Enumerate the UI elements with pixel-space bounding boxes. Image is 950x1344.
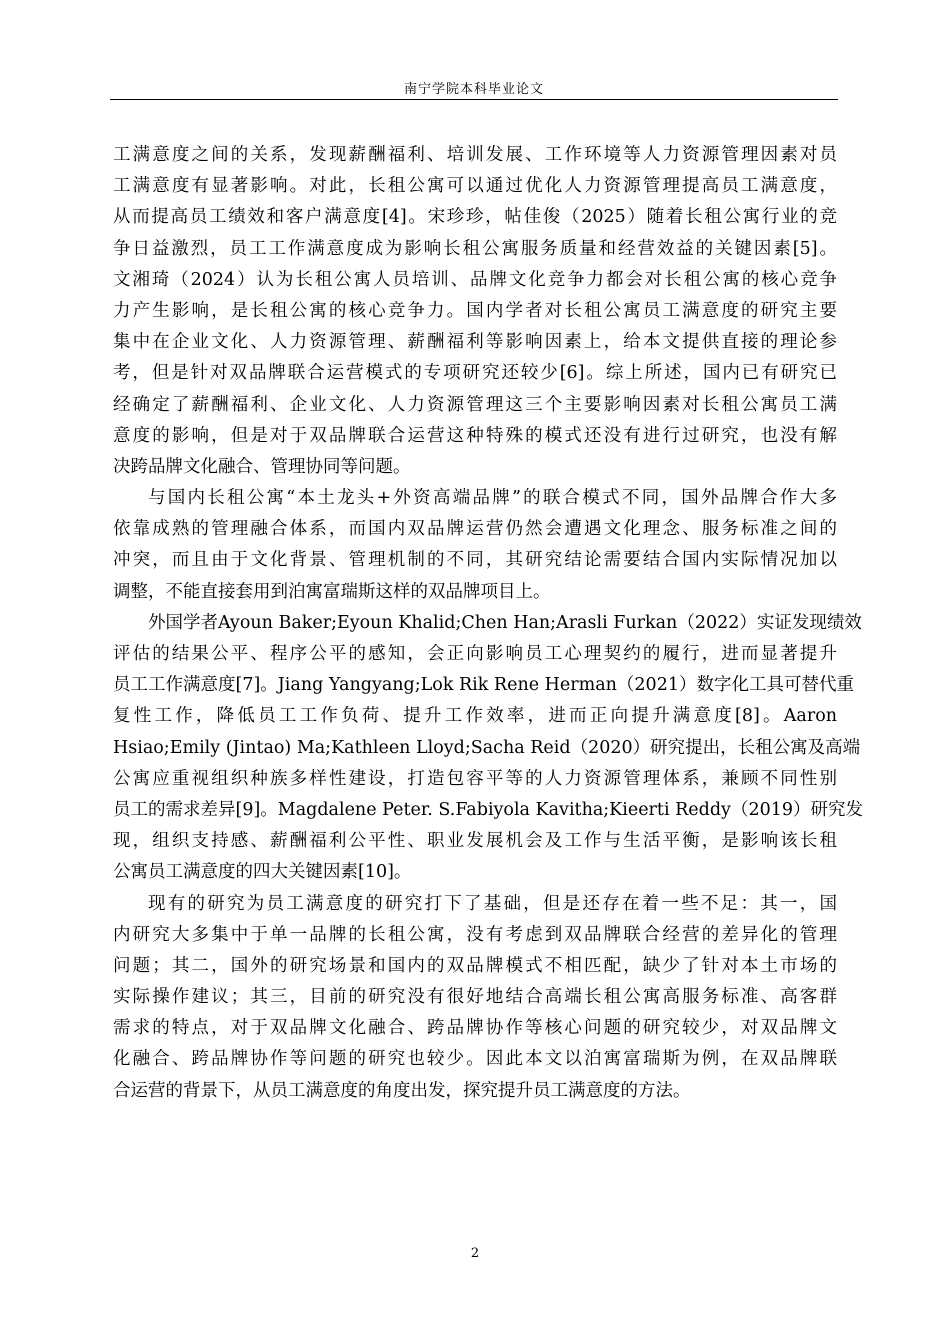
body-text <box>113 140 863 1107</box>
text-line: 调整，不能直接套用到泊寓富瑞斯这样的双品牌项目上。 <box>113 581 551 602</box>
text-line: 现，组织支持感、薪酬福利公平性、职业发展机会及工作与生活平衡，是影响该长租 <box>113 831 837 852</box>
text-line: 员工工作满意度[7]。Jiang Yangyang;Lok Rik Rene Herman（2021）数字化工具可替代重 <box>113 675 854 696</box>
text-line: 意度的影响，但是对于双品牌联合运营这种特殊的模式还没有进行过研究，也没有解 <box>113 425 837 446</box>
text-line: 决跨品牌文化融合、管理协同等问题。 <box>113 456 411 477</box>
text-line: Hsiao;Emily (Jintao) Ma;Kathleen Lloyd;Sacha Reid（2020）研究提出，长租公寓及高端 <box>113 737 861 758</box>
text-line: 问题；其二，国外的研究场景和国内的双品牌模式不相匹配，缺少了针对本土市场的 <box>113 955 837 976</box>
paragraph <box>113 889 837 1107</box>
page-header-title: 南宁学院本科毕业论文 <box>403 82 544 97</box>
text-line: 争日益激烈，员工工作满意度成为影响长租公寓服务质量和经营效益的关键因素[5]。 <box>113 238 837 259</box>
text-line: 实际操作建议；其三，目前的研究没有很好地结合高端长租公寓高服务标准、高客群 <box>113 987 837 1008</box>
text-line: 合运营的背景下，从员工满意度的角度出发，探究提升员工满意度的方法。 <box>113 1080 691 1101</box>
text-line: 集中在企业文化、人力资源管理、薪酬福利等影响因素上，给本文提供直接的理论参 <box>113 332 837 353</box>
page-number: 2 <box>470 1246 480 1261</box>
text-line: 员工的需求差异[9]。Magdalene Peter. S.Fabiyola Kavitha;Kieerti Reddy（2019）研究发 <box>113 799 863 820</box>
paragraph <box>113 140 837 483</box>
text-line: 依靠成熟的管理融合体系，而国内双品牌运营仍然会遭遇文化理念、服务标准之间的 <box>113 519 837 540</box>
text-line: 从而提高员工绩效和客户满意度[4]。宋珍珍，帖佳俊（2025）随着长租公寓行业的竞 <box>113 207 837 228</box>
text-line: 化融合、跨品牌协作等问题的研究也较少。因此本文以泊寓富瑞斯为例，在双品牌联 <box>113 1049 837 1070</box>
paragraph <box>113 483 837 608</box>
text-line: 考，但是针对双品牌联合运营模式的专项研究还较少[6]。综上所述，国内已有研究已 <box>113 363 837 384</box>
text-line: 评估的结果公平、程序公平的感知，会正向影响员工心理契约的履行，进而显著提升 <box>113 644 837 664</box>
text-line: 公寓应重视组织种族多样性建设，打造包容平等的人力资源管理体系，兼顾不同性别 <box>113 768 837 789</box>
text-line: 复性工作，降低员工工作负荷、提升工作效率，进而正向提升满意度[8]。Aaron <box>113 706 837 727</box>
text-line: 冲突，而且由于文化背景、管理机制的不同，其研究结论需要结合国内实际情况加以 <box>113 550 837 571</box>
text-line: 需求的特点，对于双品牌文化融合、跨品牌协作等核心问题的研究较少，对双品牌文 <box>113 1018 837 1039</box>
text-line: 工满意度有显著影响。对此，长租公寓可以通过优化人力资源管理提高员工满意度， <box>113 176 837 197</box>
text-line: 现有的研究为员工满意度的研究打下了基础，但是还存在着一些不足：其一，国 <box>148 893 837 914</box>
text-line: 工满意度之间的关系，发现薪酬福利、培训发展、工作环境等人力资源管理因素对员 <box>113 145 837 165</box>
text-line: 与国内长租公寓“本土龙头+外资高端品牌”的联合模式不同，国外品牌合作大多 <box>148 488 837 509</box>
text-line: 公寓员工满意度的四大关键因素[10]。 <box>113 862 412 883</box>
text-line: 文湘琦（2024）认为长租公寓人员培训、品牌文化竞争力都会对长租公寓的核心竞争 <box>113 269 837 290</box>
text-line: 经确定了薪酬福利、企业文化、人力资源管理这三个主要影响因素对长租公寓员工满 <box>113 394 837 415</box>
text-line: 内研究大多集中于单一品牌的长租公寓，没有考虑到双品牌联合经营的差异化的管理 <box>113 924 837 945</box>
paragraph <box>113 608 863 889</box>
text-line: 力产生影响，是长租公寓的核心竞争力。国内学者对长租公寓员工满意度的研究主要 <box>113 300 837 321</box>
header-divider <box>110 99 838 100</box>
text-line: 外国学者Ayoun Baker;Eyoun Khalid;Chen Han;Arasli Furkan（2022）实证发现绩效 <box>148 612 862 633</box>
